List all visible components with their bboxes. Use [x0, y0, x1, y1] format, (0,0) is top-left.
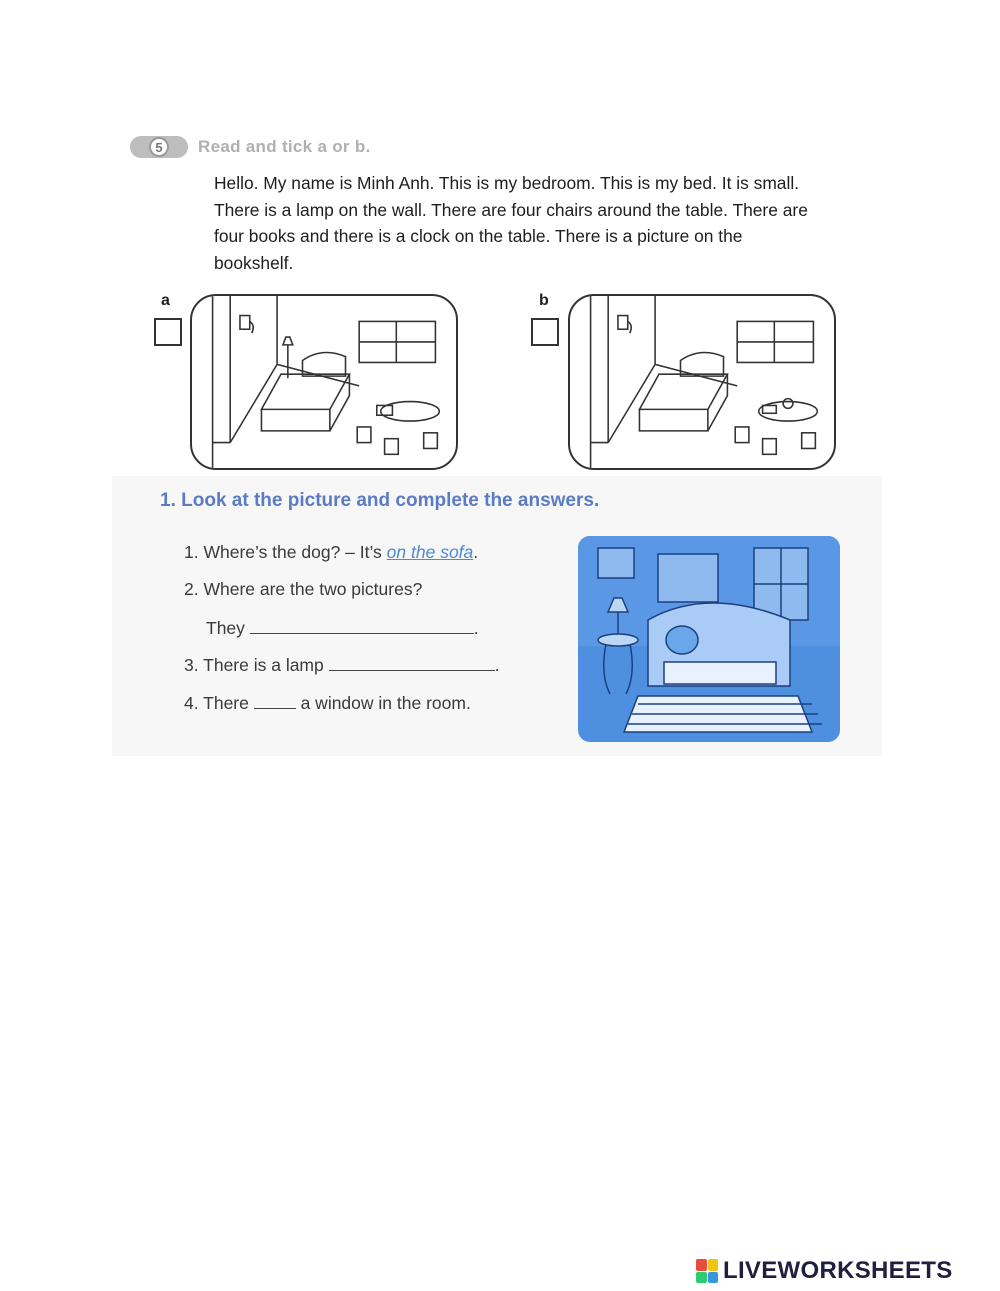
option-a-tick-box[interactable] [154, 318, 182, 346]
question-4 [184, 692, 471, 714]
reading-passage: Hello. My name is Minh Anh. This is my bedroom. This is my bed. It is small. There is a lamp on the wall. There are four chairs around the table. There are four books and there is a clock on the table. There is a picture on the bookshelf. [214, 173, 808, 273]
living-room-illustration [578, 536, 840, 742]
question-2-blank[interactable] [250, 617, 474, 634]
question-4-blank[interactable] [254, 692, 296, 709]
option-b-tick-box[interactable] [531, 318, 559, 346]
question-3 [184, 654, 499, 676]
liveworksheets-logo-icon [696, 1259, 718, 1283]
question-3-suffix: . [494, 655, 500, 675]
question-1-prefix: 1. Where’s the dog? – It’s [184, 542, 387, 562]
option-a-letter: a [161, 292, 170, 309]
logo-square-blue [708, 1272, 719, 1284]
exercise-number: 5 [149, 137, 169, 157]
question-1-answer: on the sofa [386, 542, 474, 562]
question-3-blank[interactable] [329, 654, 495, 671]
exercise-1-title: 1. Look at the picture and complete the answers. [160, 490, 600, 511]
bedroom-picture-b [568, 294, 836, 470]
bedroom-illustration-a [192, 296, 456, 468]
exercise-5-instruction: Read and tick a or b. [198, 137, 371, 156]
logo-square-green [696, 1272, 707, 1284]
question-4-suffix: a window in the room. [295, 693, 471, 713]
question-4-prefix: 4. There [184, 693, 254, 713]
bedroom-illustration-b [570, 296, 834, 468]
liveworksheets-logo-text: LIVEWORKSHEETS [723, 1257, 953, 1284]
exercise-5-header [130, 132, 371, 162]
logo-square-yellow [708, 1259, 719, 1271]
question-2-suffix: . [473, 618, 479, 638]
option-b-letter: b [539, 292, 549, 309]
question-2-prefix: They [206, 618, 250, 638]
living-room-picture [578, 536, 840, 742]
logo-square-red [696, 1259, 707, 1271]
question-2: 2. Where are the two pictures? [184, 579, 423, 599]
question-3-prefix: 3. There is a lamp [184, 655, 329, 675]
question-1 [184, 542, 478, 563]
bedroom-picture-a [190, 294, 458, 470]
question-2-answer-line [206, 617, 479, 639]
question-1-suffix: . [473, 542, 479, 562]
exercise-number-badge [130, 136, 188, 158]
liveworksheets-logo[interactable] [696, 1256, 953, 1286]
